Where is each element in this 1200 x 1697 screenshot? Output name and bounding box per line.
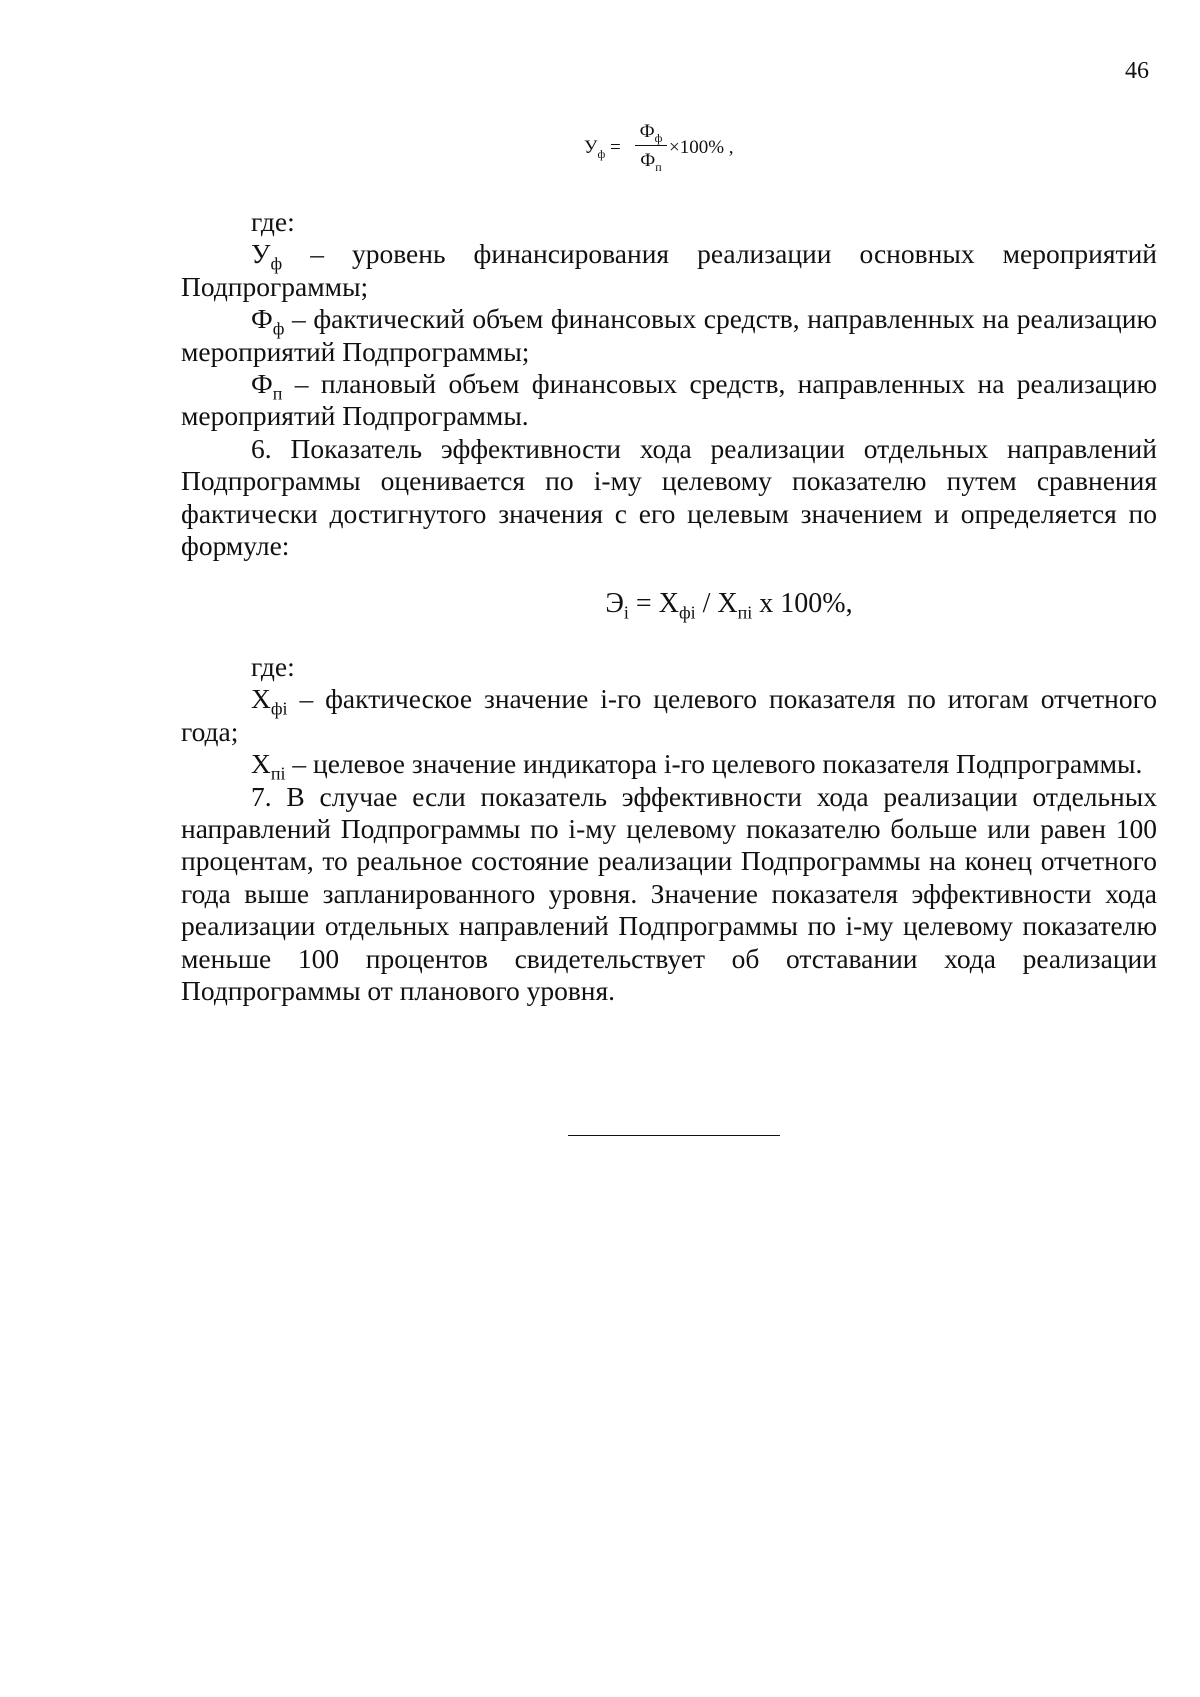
- definition-fp-subscript: п: [272, 383, 283, 404]
- efficiency-multiplier: х 100%,: [752, 588, 853, 620]
- formula-fraction: [635, 118, 667, 173]
- definition-fp-text: – плановый объем финансовых средств, направленных на реализацию мероприятий Подпрограммы.: [181, 368, 1157, 432]
- definition-xfi-symbol: X: [251, 683, 271, 715]
- document-body: [181, 206, 1157, 1007]
- definition-ff-text: – фактический объем финансовых средств, направленных на реализацию мероприятий Подпрограммы;: [181, 303, 1157, 367]
- efficiency-subscript: i: [623, 603, 629, 624]
- definition-xpi-subscript: пi: [270, 763, 286, 784]
- definition-uf-symbol: У: [251, 238, 271, 270]
- definition-xfi-text: – фактическое значение i-го целевого показателя по итогам отчетного года;: [181, 683, 1157, 747]
- definition-ff-symbol: Ф: [251, 303, 273, 335]
- formula-equals: =: [609, 137, 621, 158]
- numerator-symbol: Ф: [639, 121, 655, 142]
- paragraph-6: 6. Показатель эффективности хода реализации отдельных направлений Подпрограммы оценивается по i-му целевому показателю путем сравнения фактически достигнутого значения с его целевым значением и определяется по формуле:: [181, 432, 1157, 562]
- funding-level-formula: [584, 118, 764, 182]
- definition-uf-text: – уровень финансирования реализации основных мероприятий Подпрограммы;: [181, 238, 1157, 302]
- definition-uf-subscript: ф: [270, 253, 283, 274]
- denominator-symbol: Ф: [640, 150, 656, 171]
- definition-xpi: [181, 748, 1157, 784]
- definition-ff: [181, 303, 1157, 368]
- formula-lhs-subscript: ф: [597, 146, 606, 161]
- efficiency-formula: [181, 588, 1157, 624]
- efficiency-symbol: Э: [605, 588, 624, 620]
- definition-fp: [181, 368, 1157, 433]
- formula-lhs: [584, 137, 621, 162]
- formula-numerator: [635, 118, 667, 145]
- formula-lhs-symbol: У: [584, 137, 598, 158]
- where-label-1: где:: [251, 206, 295, 237]
- efficiency-divide-x: / X: [695, 588, 738, 620]
- definition-xpi-symbol: X: [251, 748, 271, 780]
- efficiency-equals-x: = X: [628, 588, 679, 620]
- definition-xpi-text: – целевое значение индикатора i-го целевого показателя Подпрограммы.: [285, 748, 1143, 780]
- formula-denominator: [635, 146, 667, 173]
- end-divider-line: [568, 1135, 780, 1136]
- formula-rhs: ×100% ,: [669, 137, 734, 158]
- paragraph-7: 7. В случае если показатель эффективности хода реализации отдельных направлений Подпрограммы по i-му целевому показателю больше или равен 100 процентам, то реальное состояние реализации Подпрограммы на конец отчетного года выше запланированного уровня. Значение показателя эффективности хода реализации отдельных направлений Подпрограммы по i-му целевому показателю меньше 100 процентов свидетельствует об отставании хода реализации Подпрограммы от планового уровня.: [181, 780, 1157, 1006]
- definition-xfi: [181, 683, 1157, 748]
- actual-subscript: фi: [678, 603, 696, 624]
- where-label-2: где:: [251, 650, 295, 682]
- target-subscript: пi: [737, 603, 753, 624]
- definition-fp-symbol: Ф: [251, 368, 273, 400]
- numerator-subscript: ф: [654, 130, 663, 145]
- definition-ff-subscript: ф: [272, 318, 285, 339]
- definition-xfi-subscript: фi: [270, 698, 288, 719]
- denominator-subscript: п: [655, 159, 662, 174]
- definition-uf: [181, 238, 1157, 303]
- page-number: 46: [1125, 58, 1149, 84]
